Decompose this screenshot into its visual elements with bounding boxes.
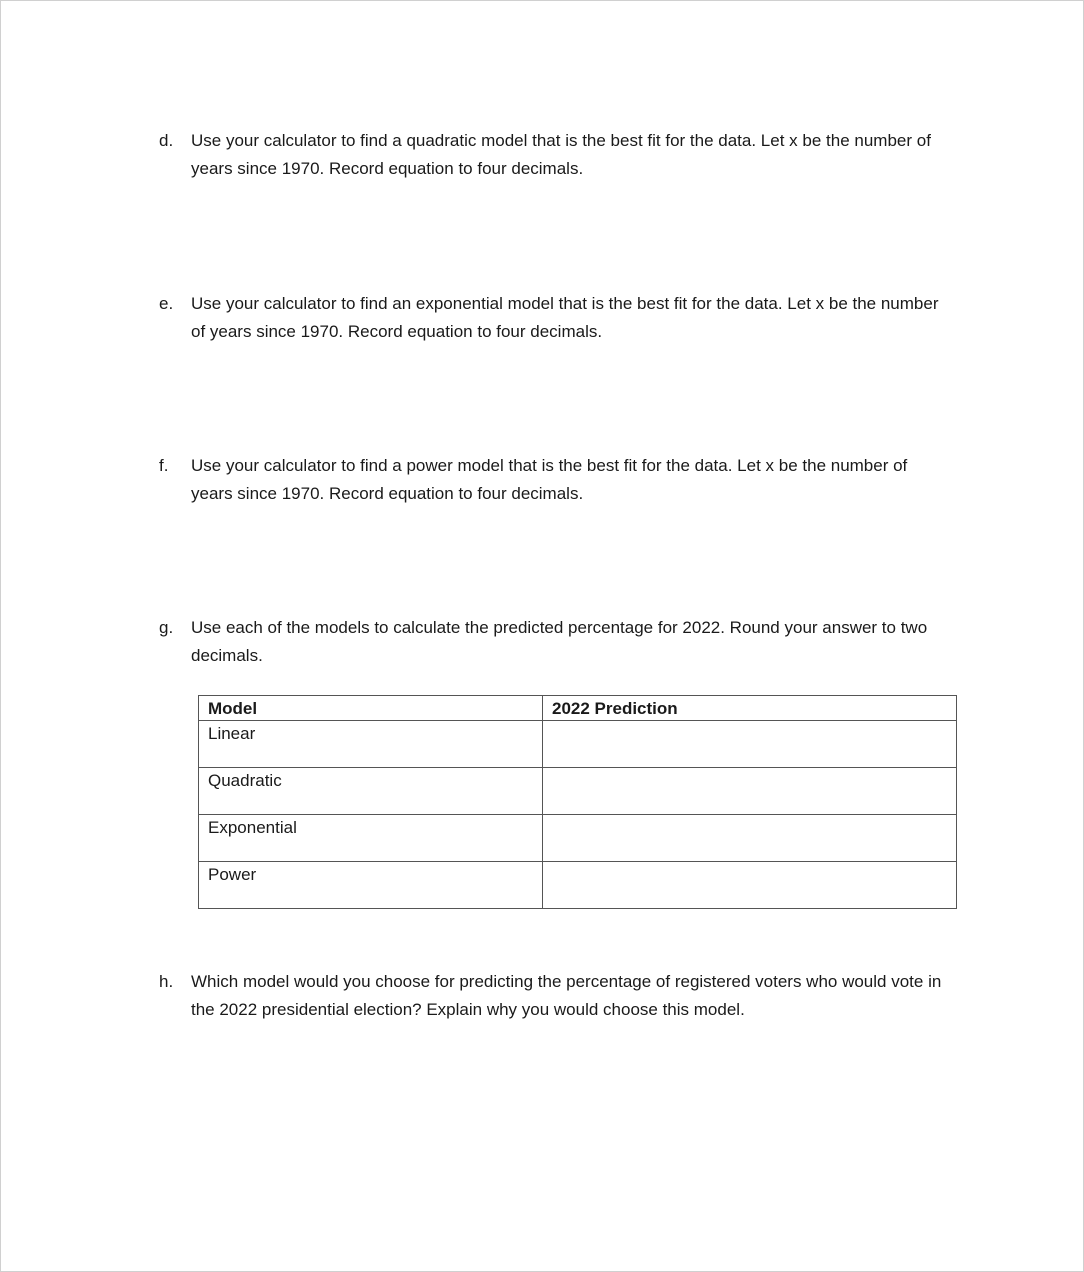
prediction-cell[interactable] (543, 815, 957, 862)
table-row (199, 815, 957, 862)
question-g-text: Use each of the models to calculate the predicted percentage for 2022. Round your answer to two decimals. (191, 618, 928, 665)
question-g-letter: g. (159, 618, 174, 637)
table-header-row (199, 696, 957, 721)
prediction-cell[interactable] (543, 768, 957, 815)
table-row (199, 862, 957, 909)
question-f-letter: f. (159, 456, 169, 475)
question-e (159, 290, 949, 345)
question-h (159, 968, 949, 1023)
model-cell: Quadratic (199, 768, 543, 815)
header-model: Model (199, 696, 543, 721)
model-cell: Linear (199, 721, 543, 768)
prediction-cell[interactable] (543, 862, 957, 909)
question-e-text: Use your calculator to find an exponential model that is the best fit for the data. Let x be the number of years since 1970. Record equation to four decimals. (191, 294, 939, 341)
question-d-letter: d. (159, 131, 174, 150)
question-d-text: Use your calculator to find a quadratic model that is the best fit for the data. Let x be the number of years since 1970. Record equation to four decimals. (191, 131, 931, 178)
question-g (159, 614, 949, 669)
table-row (199, 721, 957, 768)
model-cell: Power (199, 862, 543, 909)
model-prediction-table (198, 695, 957, 909)
question-f-text: Use your calculator to find a power model that is the best fit for the data. Let x be the number of years since 1970. Record equation to four decimals. (191, 456, 908, 503)
model-cell: Exponential (199, 815, 543, 862)
question-d (159, 127, 949, 182)
header-2022-prediction: 2022 Prediction (543, 696, 957, 721)
question-h-text: Which model would you choose for predicting the percentage of registered voters who would vote in the 2022 presidential election? Explain why you would choose this model. (191, 972, 942, 1019)
table-row (199, 768, 957, 815)
question-f (159, 452, 949, 507)
question-h-letter: h. (159, 972, 174, 991)
question-e-letter: e. (159, 294, 174, 313)
prediction-cell[interactable] (543, 721, 957, 768)
